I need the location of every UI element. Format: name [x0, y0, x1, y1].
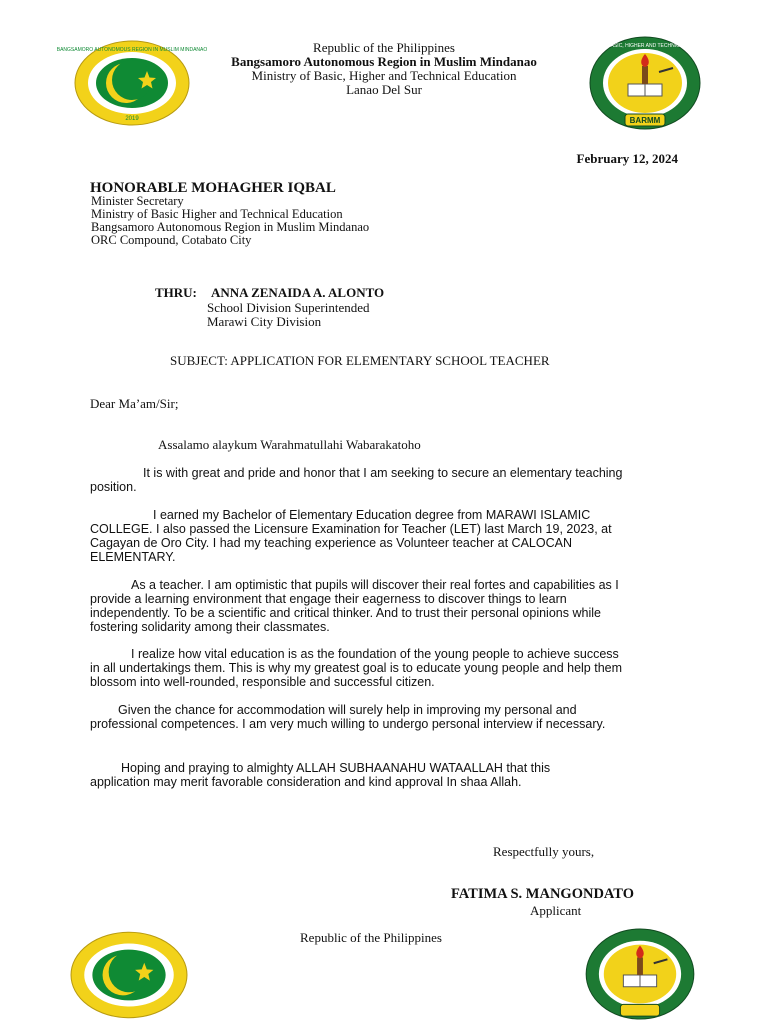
thru-name: ANNA ZENAIDA A. ALONTO: [211, 285, 385, 300]
signatory-name: FATIMA S. MANGONDATO: [451, 886, 634, 902]
recipient-name: HONORABLE MOHAGHER IQBAL: [90, 180, 336, 196]
paragraph-line: Cagayan de Oro City. I had my teaching experience as Volunteer teacher at CALOCAN: [90, 536, 572, 550]
greeting: Assalamo alaykum Warahmatullahi Wabarakatoho: [158, 437, 421, 452]
paragraph-line: position.: [90, 480, 137, 494]
paragraph-line: Given the chance for accommodation will surely help in improving my personal and: [118, 703, 577, 717]
letter-date: February 12, 2024: [576, 151, 678, 166]
salutation: Dear Ma’am/Sir;: [90, 396, 179, 411]
subject-line: SUBJECT: APPLICATION FOR ELEMENTARY SCHOOL TEACHER: [170, 353, 550, 368]
paragraph-line: blossom into well-rounded, responsible and successful citizen.: [90, 675, 435, 689]
ministry-seal-bottom: [583, 928, 697, 1026]
footer-republic: Republic of the Philippines: [300, 930, 442, 945]
header-republic: Republic of the Philippines: [313, 40, 455, 55]
body-paragraph: [90, 466, 622, 494]
paragraph-line: in all undertakings them. This is why my greatest goal is to educate young people and help them: [90, 661, 623, 675]
book-torch-icon: [583, 928, 697, 1022]
barmm-seal-bottom: [70, 930, 188, 1024]
svg-text:2019: 2019: [125, 116, 139, 122]
paragraph-line: independently. To be a scientific and critical thinker. And to trust their personal opinions while: [90, 606, 601, 620]
recipient-line: Ministry of Basic Higher and Technical Education: [91, 207, 343, 221]
paragraph-line: professional competences. I am very much willing to undergo personal interview if necessary.: [90, 717, 606, 731]
signatory-role: Applicant: [530, 903, 582, 918]
thru-division: Marawi City Division: [207, 314, 322, 329]
header-province: Lanao Del Sur: [346, 82, 422, 97]
paragraph-line: application may merit favorable consideration and kind approval In shaa Allah.: [90, 775, 522, 789]
body-paragraph: [90, 578, 619, 634]
body-paragraph: [90, 761, 550, 789]
paragraph-line: provide a learning environment that engage their eagerness to discover things to learn: [90, 592, 567, 606]
thru-title: School Division Superintended: [207, 300, 370, 315]
recipient-line: Minister Secretary: [91, 194, 184, 208]
recipient-line: ORC Compound, Cotabato City: [91, 233, 252, 247]
crescent-star-icon: [70, 930, 188, 1020]
body-paragraph: [90, 703, 605, 731]
paragraph-line: As a teacher. I am optimistic that pupils will discover their real fortes and capabilities as I: [131, 578, 619, 592]
thru-label: THRU:: [155, 285, 197, 300]
paragraph-line: fostering solidarity among their classmates.: [90, 620, 330, 634]
recipient-line: Bangsamoro Autonomous Region in Muslim Mindanao: [91, 220, 370, 234]
header-region: Bangsamoro Autonomous Region in Muslim Mindanao: [231, 54, 537, 69]
paragraph-line: Hoping and praying to almighty ALLAH SUBHAANAHU WATAALLAH that this: [121, 761, 551, 775]
paragraph-line: I realize how vital education is as the foundation of the young people to achieve success: [131, 647, 619, 661]
paragraph-line: It is with great and pride and honor that I am seeking to secure an elementary teaching: [143, 466, 623, 480]
paragraph-line: I earned my Bachelor of Elementary Education degree from MARAWI ISLAMIC: [153, 508, 591, 522]
svg-text:BANGSAMORO AUTONOMOUS REGION I: BANGSAMORO AUTONOMOUS REGION IN MUSLIM MINDANAO: [56, 47, 208, 53]
paragraph-line: ELEMENTARY.: [90, 550, 176, 564]
svg-text:MINISTRY OF BASIC, HIGHER AND: MINISTRY OF BASIC, HIGHER AND TECHNICAL EDUCATION: [573, 43, 717, 49]
closing: Respectfully yours,: [493, 844, 595, 859]
paragraph-line: COLLEGE. I also passed the Licensure Examination for Teacher (LET) last March 19, 2023, at: [90, 522, 612, 536]
body-paragraph: [90, 647, 622, 689]
svg-text:BARMM: BARMM: [629, 116, 661, 125]
body-paragraph: [90, 508, 612, 564]
header-ministry: Ministry of Basic, Higher and Technical Education: [251, 68, 517, 83]
